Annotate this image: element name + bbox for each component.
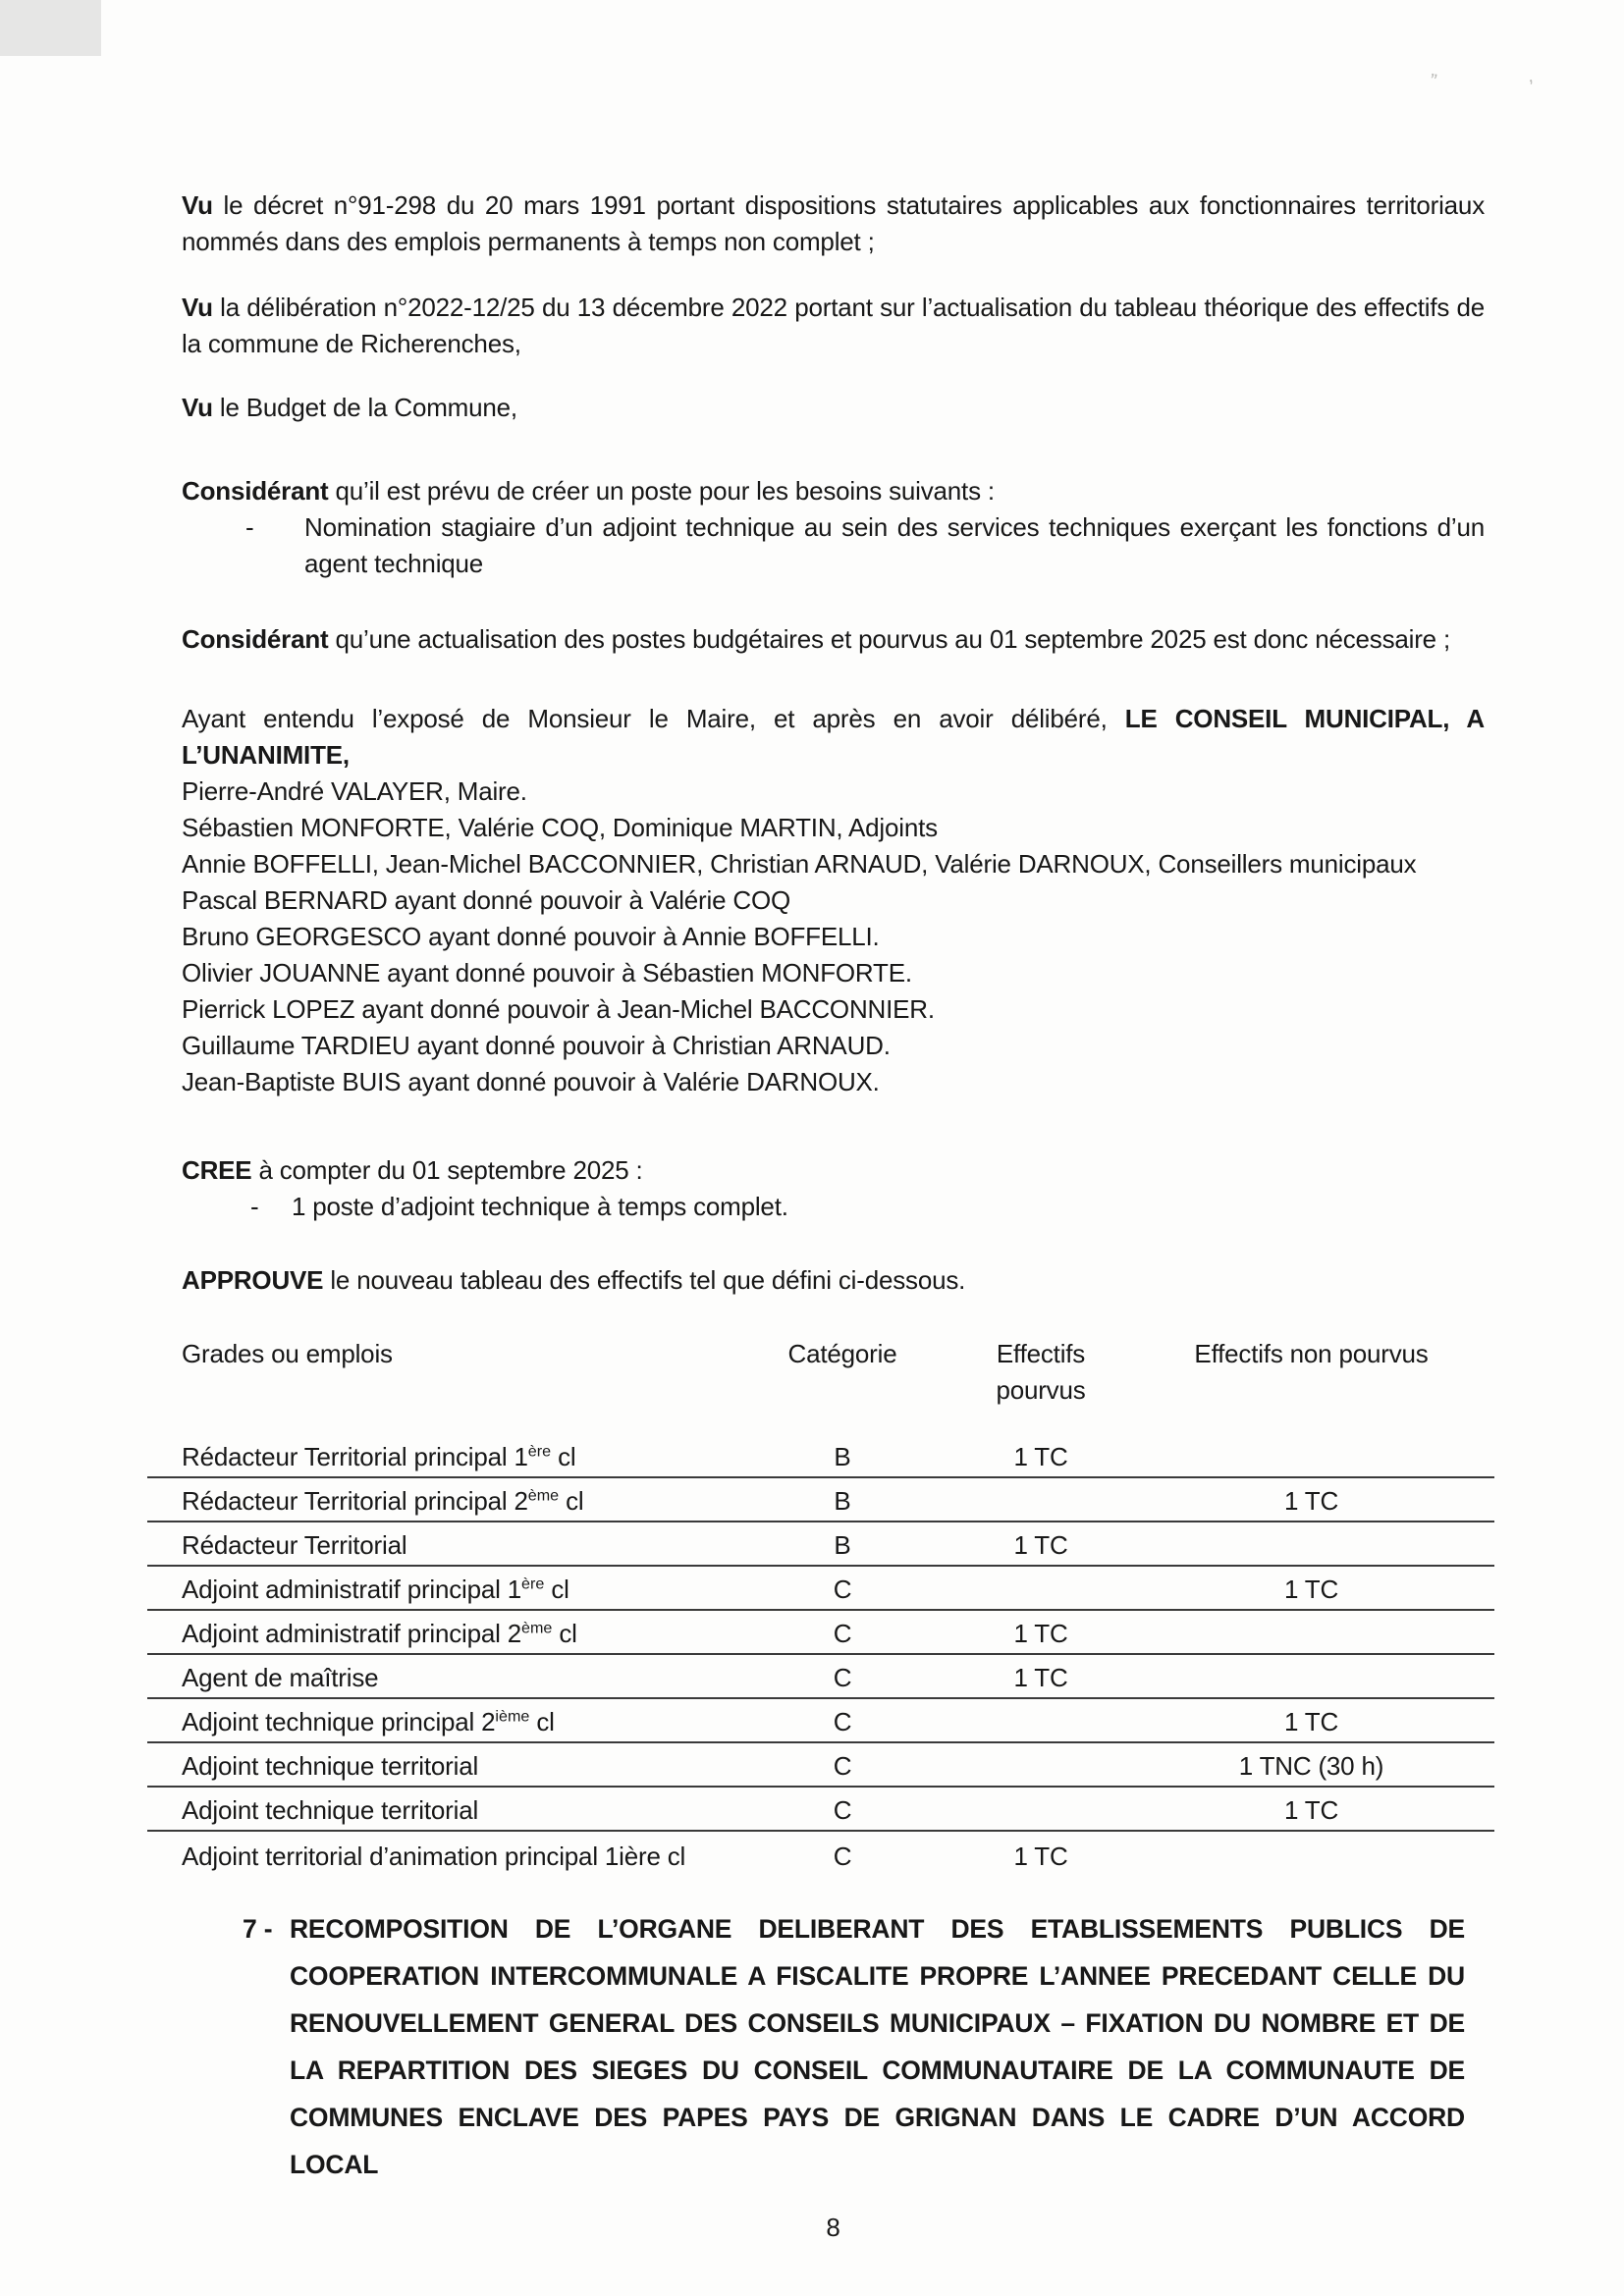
deliberation-block bbox=[182, 701, 1485, 1100]
cell-effectifs-non-pourvus: 1 TC bbox=[1283, 1486, 1339, 1516]
table-row bbox=[147, 1743, 1494, 1788]
table-row bbox=[147, 1699, 1494, 1743]
cell-grade: Adjoint administratif principal 2ème cl bbox=[182, 1619, 577, 1648]
approuve-text: le nouveau tableau des effectifs tel que défini ci-dessous. bbox=[323, 1265, 966, 1295]
effectifs-table-body bbox=[147, 1434, 1494, 1876]
cell-effectifs-non-pourvus: 1 TC bbox=[1283, 1795, 1339, 1825]
cell-grade: Adjoint technique territorial bbox=[182, 1751, 479, 1781]
cell-effectifs-pourvus: 1 TC bbox=[1013, 1530, 1068, 1560]
column-header-effectifs-non-pourvus: Effectifs non pourvus bbox=[1194, 1339, 1429, 1368]
table-row bbox=[147, 1522, 1494, 1567]
paragraph-vu-decret bbox=[182, 187, 1485, 260]
council-member-line: Bruno GEORGESCO ayant donné pouvoir à Annie BOFFELLI. bbox=[182, 922, 880, 951]
cell-grade: Adjoint territorial d’animation principal 1ière cl bbox=[182, 1842, 686, 1871]
cell-categorie: C bbox=[833, 1663, 852, 1692]
list-dash: - bbox=[245, 512, 254, 542]
scan-speck-artifact: ” bbox=[1427, 70, 1438, 93]
vu-lead: Vu bbox=[182, 190, 213, 220]
column-header-categorie: Catégorie bbox=[787, 1339, 897, 1368]
cell-categorie: C bbox=[833, 1707, 852, 1736]
list-dash: - bbox=[250, 1192, 259, 1221]
cell-categorie: C bbox=[833, 1751, 852, 1781]
cree-text: à compter du 01 septembre 2025 : bbox=[251, 1155, 643, 1185]
cree-block bbox=[182, 1152, 1485, 1225]
page-number: 8 bbox=[826, 2213, 840, 2242]
table-row bbox=[147, 1655, 1494, 1699]
cell-categorie: C bbox=[833, 1795, 852, 1825]
considerant-lead: Considérant bbox=[182, 476, 329, 506]
cell-grade: Adjoint technique principal 2ième cl bbox=[182, 1707, 555, 1736]
cell-categorie: C bbox=[833, 1575, 852, 1604]
column-header-grades: Grades ou emplois bbox=[182, 1339, 393, 1368]
paragraph-deliberation bbox=[182, 701, 1485, 774]
cree-list-item bbox=[250, 1189, 1485, 1225]
scan-speck-artifact: ’ bbox=[1528, 76, 1536, 99]
cell-effectifs-pourvus: 1 TC bbox=[1013, 1842, 1068, 1871]
section-number: 7 - bbox=[243, 1914, 273, 1944]
council-members-list bbox=[182, 774, 1485, 1100]
cell-categorie: B bbox=[834, 1530, 851, 1560]
council-member-line: Pascal BERNARD ayant donné pouvoir à Valérie COQ bbox=[182, 885, 790, 915]
table-row bbox=[147, 1478, 1494, 1522]
cell-grade: Rédacteur Territorial principal 1ère cl bbox=[182, 1442, 576, 1471]
cell-effectifs-non-pourvus: 1 TNC (30 h) bbox=[1238, 1751, 1384, 1781]
paragraph-vu-deliberation bbox=[182, 290, 1485, 362]
council-member-line: Sébastien MONFORTE, Valérie COQ, Dominique MARTIN, Adjoints bbox=[182, 813, 938, 842]
column-header-effectifs-pourvus: Effectifs pourvus bbox=[996, 1339, 1086, 1405]
paragraph-cree bbox=[182, 1152, 1485, 1189]
council-member-line: Olivier JOUANNE ayant donné pouvoir à Sébastien MONFORTE. bbox=[182, 958, 912, 988]
considerant-list-item bbox=[245, 509, 1485, 582]
cell-categorie: B bbox=[834, 1442, 851, 1471]
council-member-line: Jean-Baptiste BUIS ayant donné pouvoir à Valérie DARNOUX. bbox=[182, 1067, 880, 1096]
cell-grade: Agent de maîtrise bbox=[182, 1663, 379, 1692]
list-item-text: 1 poste d’adjoint technique à temps complet. bbox=[292, 1192, 788, 1221]
cree-lead: CREE bbox=[182, 1155, 252, 1185]
considerant-lead-line bbox=[182, 473, 1485, 509]
council-member-line: Guillaume TARDIEU ayant donné pouvoir à Christian ARNAUD. bbox=[182, 1031, 891, 1060]
deliberation-pre: Ayant entendu l’exposé de Monsieur le Maire, et après en avoir délibéré, bbox=[182, 704, 1125, 733]
table-row bbox=[147, 1611, 1494, 1655]
cell-grade: Adjoint administratif principal 1ère cl bbox=[182, 1575, 569, 1604]
cell-grade: Rédacteur Territorial bbox=[182, 1530, 407, 1560]
paragraph-considerant-actualisation bbox=[182, 621, 1485, 658]
table-row bbox=[147, 1567, 1494, 1611]
section-title: RECOMPOSITION DE L’ORGANE DELIBERANT DES ETABLISSEMENTS PUBLICS DE COOPERATION INTERCOMMUNALE A FISCALITE PROPRE L’ANNEE PRECEDANT CELLE DU RENOUVELLEMENT GENERAL DES CONSEILS MUNICIPAUX – FIXATION DU NOMBRE ET DE LA REPARTITION DES SIEGES DU CONSEIL COMMUNAUTAIRE DE LA COMMUNAUTE DE COMMUNES ENCLAVE DES PAPES PAYS DE GRIGNAN DANS LE CADRE D’UN ACCORD LOCAL bbox=[290, 1914, 1465, 2179]
considerant-lead: Considérant bbox=[182, 624, 329, 654]
table-row bbox=[147, 1832, 1494, 1876]
considerant-text: qu’une actualisation des postes budgétaires et pourvus au 01 septembre 2025 est donc nécessaire ; bbox=[328, 624, 1450, 654]
effectifs-table bbox=[147, 1336, 1494, 1876]
paragraph-considerant-poste bbox=[182, 473, 1485, 582]
paragraph-vu-budget bbox=[182, 390, 1485, 426]
table-row bbox=[147, 1788, 1494, 1832]
cell-effectifs-pourvus: 1 TC bbox=[1013, 1442, 1068, 1471]
vu-text: le Budget de la Commune, bbox=[212, 393, 517, 422]
table-row bbox=[147, 1434, 1494, 1478]
cell-grade: Adjoint technique territorial bbox=[182, 1795, 479, 1825]
deliberation-bold: LE CONSEIL MUNICIPAL, A L’UNANIMITE, bbox=[182, 704, 1486, 770]
list-item-text: Nomination stagiaire d’un adjoint technique au sein des services techniques exerçant les fonctions d’un agent technique bbox=[304, 512, 1485, 578]
vu-text: le décret n°91-298 du 20 mars 1991 portant dispositions statutaires applicables aux fonctionnaires territoriaux nommés dans des emplois permanents à temps non complet ; bbox=[182, 190, 1485, 256]
council-member-line: Pierrick LOPEZ ayant donné pouvoir à Jean-Michel BACCONNIER. bbox=[182, 994, 935, 1024]
council-member-line: Pierre-André VALAYER, Maire. bbox=[182, 776, 527, 806]
cell-categorie: C bbox=[833, 1842, 852, 1871]
cell-effectifs-non-pourvus: 1 TC bbox=[1283, 1707, 1339, 1736]
vu-text: la délibération n°2022-12/25 du 13 décembre 2022 portant sur l’actualisation du tableau théorique des effectifs de la commune de Richerenches, bbox=[182, 293, 1485, 358]
paragraph-approuve bbox=[182, 1262, 1485, 1299]
section-7-heading bbox=[243, 1905, 1465, 2188]
vu-lead: Vu bbox=[182, 293, 213, 322]
cell-categorie: C bbox=[833, 1619, 852, 1648]
effectifs-table-header bbox=[147, 1336, 1494, 1409]
cell-effectifs-non-pourvus: 1 TC bbox=[1283, 1575, 1339, 1604]
council-member-line: Annie BOFFELLI, Jean-Michel BACCONNIER, Christian ARNAUD, Valérie DARNOUX, Conseillers municipaux bbox=[182, 849, 1417, 879]
cell-effectifs-pourvus: 1 TC bbox=[1013, 1619, 1068, 1648]
cell-grade: Rédacteur Territorial principal 2ème cl bbox=[182, 1486, 584, 1516]
approuve-lead: APPROUVE bbox=[182, 1265, 324, 1295]
vu-lead: Vu bbox=[182, 393, 213, 422]
considerant-text: qu’il est prévu de créer un poste pour les besoins suivants : bbox=[328, 476, 995, 506]
cell-categorie: B bbox=[834, 1486, 851, 1516]
cell-effectifs-pourvus: 1 TC bbox=[1013, 1663, 1068, 1692]
